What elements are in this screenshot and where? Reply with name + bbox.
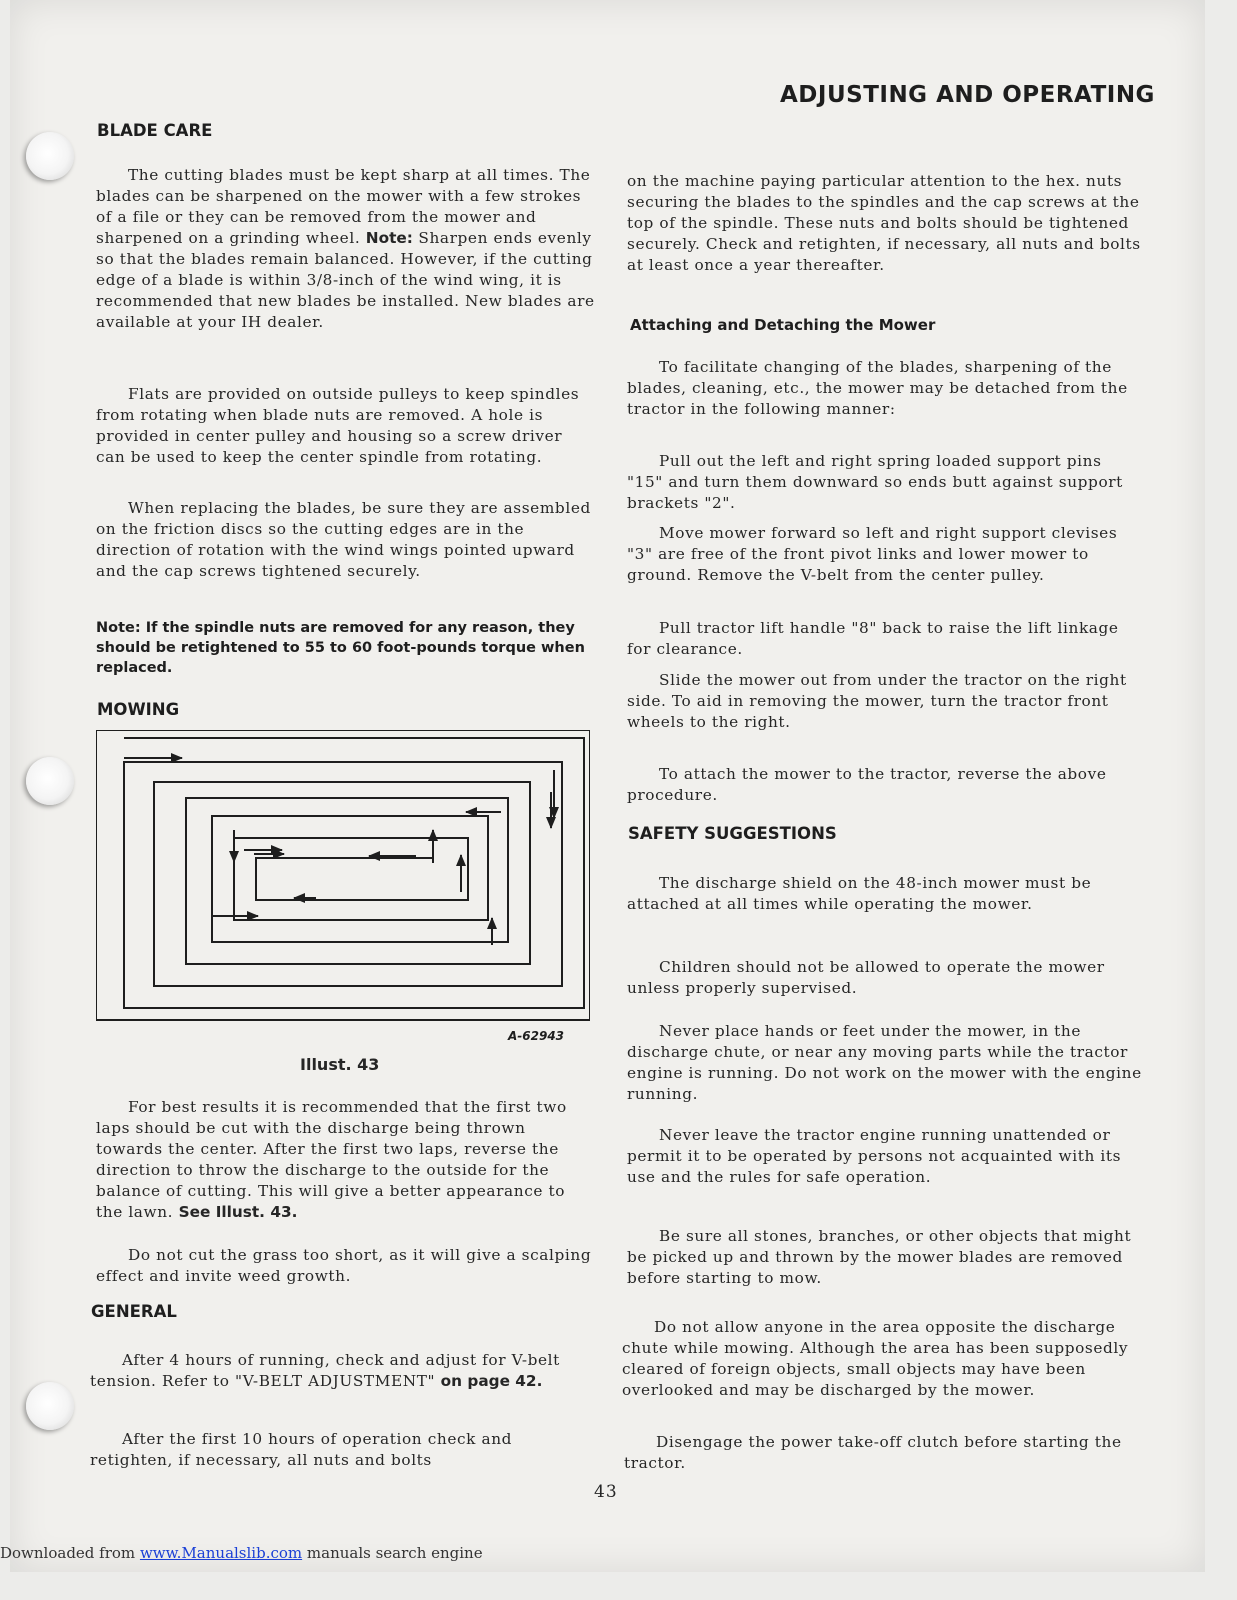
attaching-paragraph-3 [627, 523, 1142, 586]
safety-p3-text: Never place hands or feet under the mower, in the discharge chute, or near any moving parts while the tractor engine is running. Do not work on the mower with the engine running. [627, 1022, 1142, 1103]
page-header: ADJUSTING AND OPERATING [780, 82, 1155, 108]
attaching-p3-text: Move mower forward so left and right support clevises "3" are free of the front pivot links and lower mower to ground. Remove the V-belt from the center pulley. [627, 524, 1118, 584]
mowing-pattern-diagram [96, 730, 590, 1050]
safety-p1-text: The discharge shield on the 48-inch mower must be attached at all times while operating the mower. [627, 874, 1092, 913]
safety-p4-text: Never leave the tractor engine running unattended or permit it to be operated by persons not acquainted with its use and the rules for safe operation. [627, 1126, 1122, 1186]
attaching-paragraph-1 [627, 357, 1142, 420]
mowing-p1-text: For best results it is recommended that the first two laps should be cut with the discharge being thrown towards the center. After the first two laps, reverse the direction to throw the discharge to the outside for the balance of cutting. This will give a better appearance to the lawn. [96, 1098, 567, 1221]
safety-p2-text: Children should not be allowed to operate the mower unless properly supervised. [627, 958, 1105, 997]
blade-care-paragraph-2 [96, 384, 596, 468]
attaching-p2-text: Pull out the left and right spring loaded support pins "15" and turn them downward so ends butt against support brackets "2". [627, 452, 1123, 512]
safety-paragraph-4 [627, 1125, 1142, 1188]
binder-hole-bottom [26, 1382, 74, 1430]
page-reference: on page 42. [440, 1372, 543, 1390]
mowing-heading: MOWING [97, 700, 180, 719]
note-label: Note: [365, 229, 413, 247]
attaching-p5-text: Slide the mower out from under the tractor on the right side. To aid in removing the mower, turn the tractor front wheels to the right. [627, 671, 1127, 731]
blade-care-p1-text: The cutting blades must be kept sharp at all times. The blades can be sharpened on the mower with a few strokes of a file or they can be removed from the mower and sharpened on a grinding wheel. [96, 166, 591, 247]
binder-hole-middle [26, 757, 74, 805]
figure-caption: Illust. 43 [300, 1055, 380, 1074]
general-p2-text: After the first 10 hours of operation check and retighten, if necessary, all nuts and bolts [90, 1430, 513, 1469]
attaching-p4-text: Pull tractor lift handle "8" back to raise the lift linkage for clearance. [627, 619, 1119, 658]
illustration-reference: See Illust. 43. [178, 1203, 298, 1221]
safety-paragraph-7 [624, 1432, 1139, 1474]
general-heading: GENERAL [91, 1302, 177, 1321]
safety-paragraph-3 [627, 1021, 1142, 1105]
diagram-border [96, 730, 590, 1020]
attaching-paragraph-4 [627, 618, 1142, 660]
footer-suffix: manuals search engine [306, 1544, 483, 1562]
attaching-paragraph-5 [627, 670, 1142, 733]
spindle-torque-note: Note: If the spindle nuts are removed for any reason, they should be retightened to 55 to 60 foot-pounds torque when replaced. [96, 620, 585, 676]
mowing-paragraph-1 [96, 1097, 596, 1223]
safety-p6-text: Do not allow anyone in the area opposite the discharge chute while mowing. Although the area has been supposedly cleared of foreign objects, small objects may have been overlooked and may be discharged by the mower. [622, 1318, 1129, 1399]
safety-p5-text: Be sure all stones, branches, or other objects that might be picked up and thrown by the mower blades are removed before starting to mow. [627, 1227, 1132, 1287]
safety-heading: SAFETY SUGGESTIONS [628, 824, 837, 843]
mowing-spiral-path [124, 738, 584, 1008]
mowing-paragraph-2 [96, 1245, 596, 1287]
safety-paragraph-5 [627, 1226, 1142, 1289]
general-paragraph-2 [90, 1429, 590, 1471]
attaching-p1-text: To facilitate changing of the blades, sharpening of the blades, cleaning, etc., the mower may be detached from the tractor in the following manner: [627, 358, 1128, 418]
figure-code: A-62943 [508, 1029, 565, 1043]
blade-care-heading: BLADE CARE [97, 121, 213, 140]
safety-p7-text: Disengage the power take-off clutch before starting the tractor. [624, 1433, 1122, 1472]
safety-paragraph-6 [622, 1317, 1137, 1401]
general-p1-text: After 4 hours of running, check and adjust for V-belt tension. Refer to "V-BELT ADJUSTMENT" [90, 1351, 560, 1390]
continued-paragraph: on the machine paying particular attention to the hex. nuts securing the blades to the spindles and the cap screws at the top of the spindle. These nuts and bolts should be tightened securely. Check and retighten, if necessary, all nuts and bolts at least once a year thereafter. [627, 172, 1141, 274]
attaching-heading: Attaching and Detaching the Mower [630, 316, 936, 334]
mowing-p2-text: Do not cut the grass too short, as it will give a scalping effect and invite weed growth. [96, 1246, 592, 1285]
blade-care-p1-text-2: Sharpen ends evenly so that the blades remain balanced. However, if the cutting edge of a blade is within 3/8-inch of the wind wing, it is recommended that new blades be installed. New blades are available at your IH dealer. [96, 229, 595, 331]
download-footer [0, 1544, 483, 1562]
attaching-paragraph-2 [627, 451, 1142, 514]
safety-paragraph-2 [627, 957, 1142, 999]
binder-hole-top [26, 132, 74, 180]
attaching-p6-text: To attach the mower to the tractor, reverse the above procedure. [627, 765, 1107, 804]
safety-paragraph-1 [627, 873, 1142, 915]
blade-care-p3-text: When replacing the blades, be sure they are assembled on the friction discs so the cutting edges are in the direction of rotation with the wind wings pointed upward and the cap screws tightened securely. [96, 499, 591, 580]
blade-care-p2-text: Flats are provided on outside pulleys to keep spindles from rotating when blade nuts are removed. A hole is provided in center pulley and housing so a screw driver can be used to keep the center spindle from rotating. [96, 385, 580, 466]
blade-care-paragraph-3 [96, 498, 596, 582]
manualslib-link[interactable]: www.Manualslib.com [139, 1544, 303, 1562]
footer-prefix: Downloaded from [0, 1544, 136, 1562]
attaching-paragraph-6 [627, 764, 1142, 806]
blade-care-paragraph-1 [96, 165, 596, 333]
general-paragraph-1 [90, 1350, 590, 1392]
page-number: 43 [594, 1482, 618, 1502]
